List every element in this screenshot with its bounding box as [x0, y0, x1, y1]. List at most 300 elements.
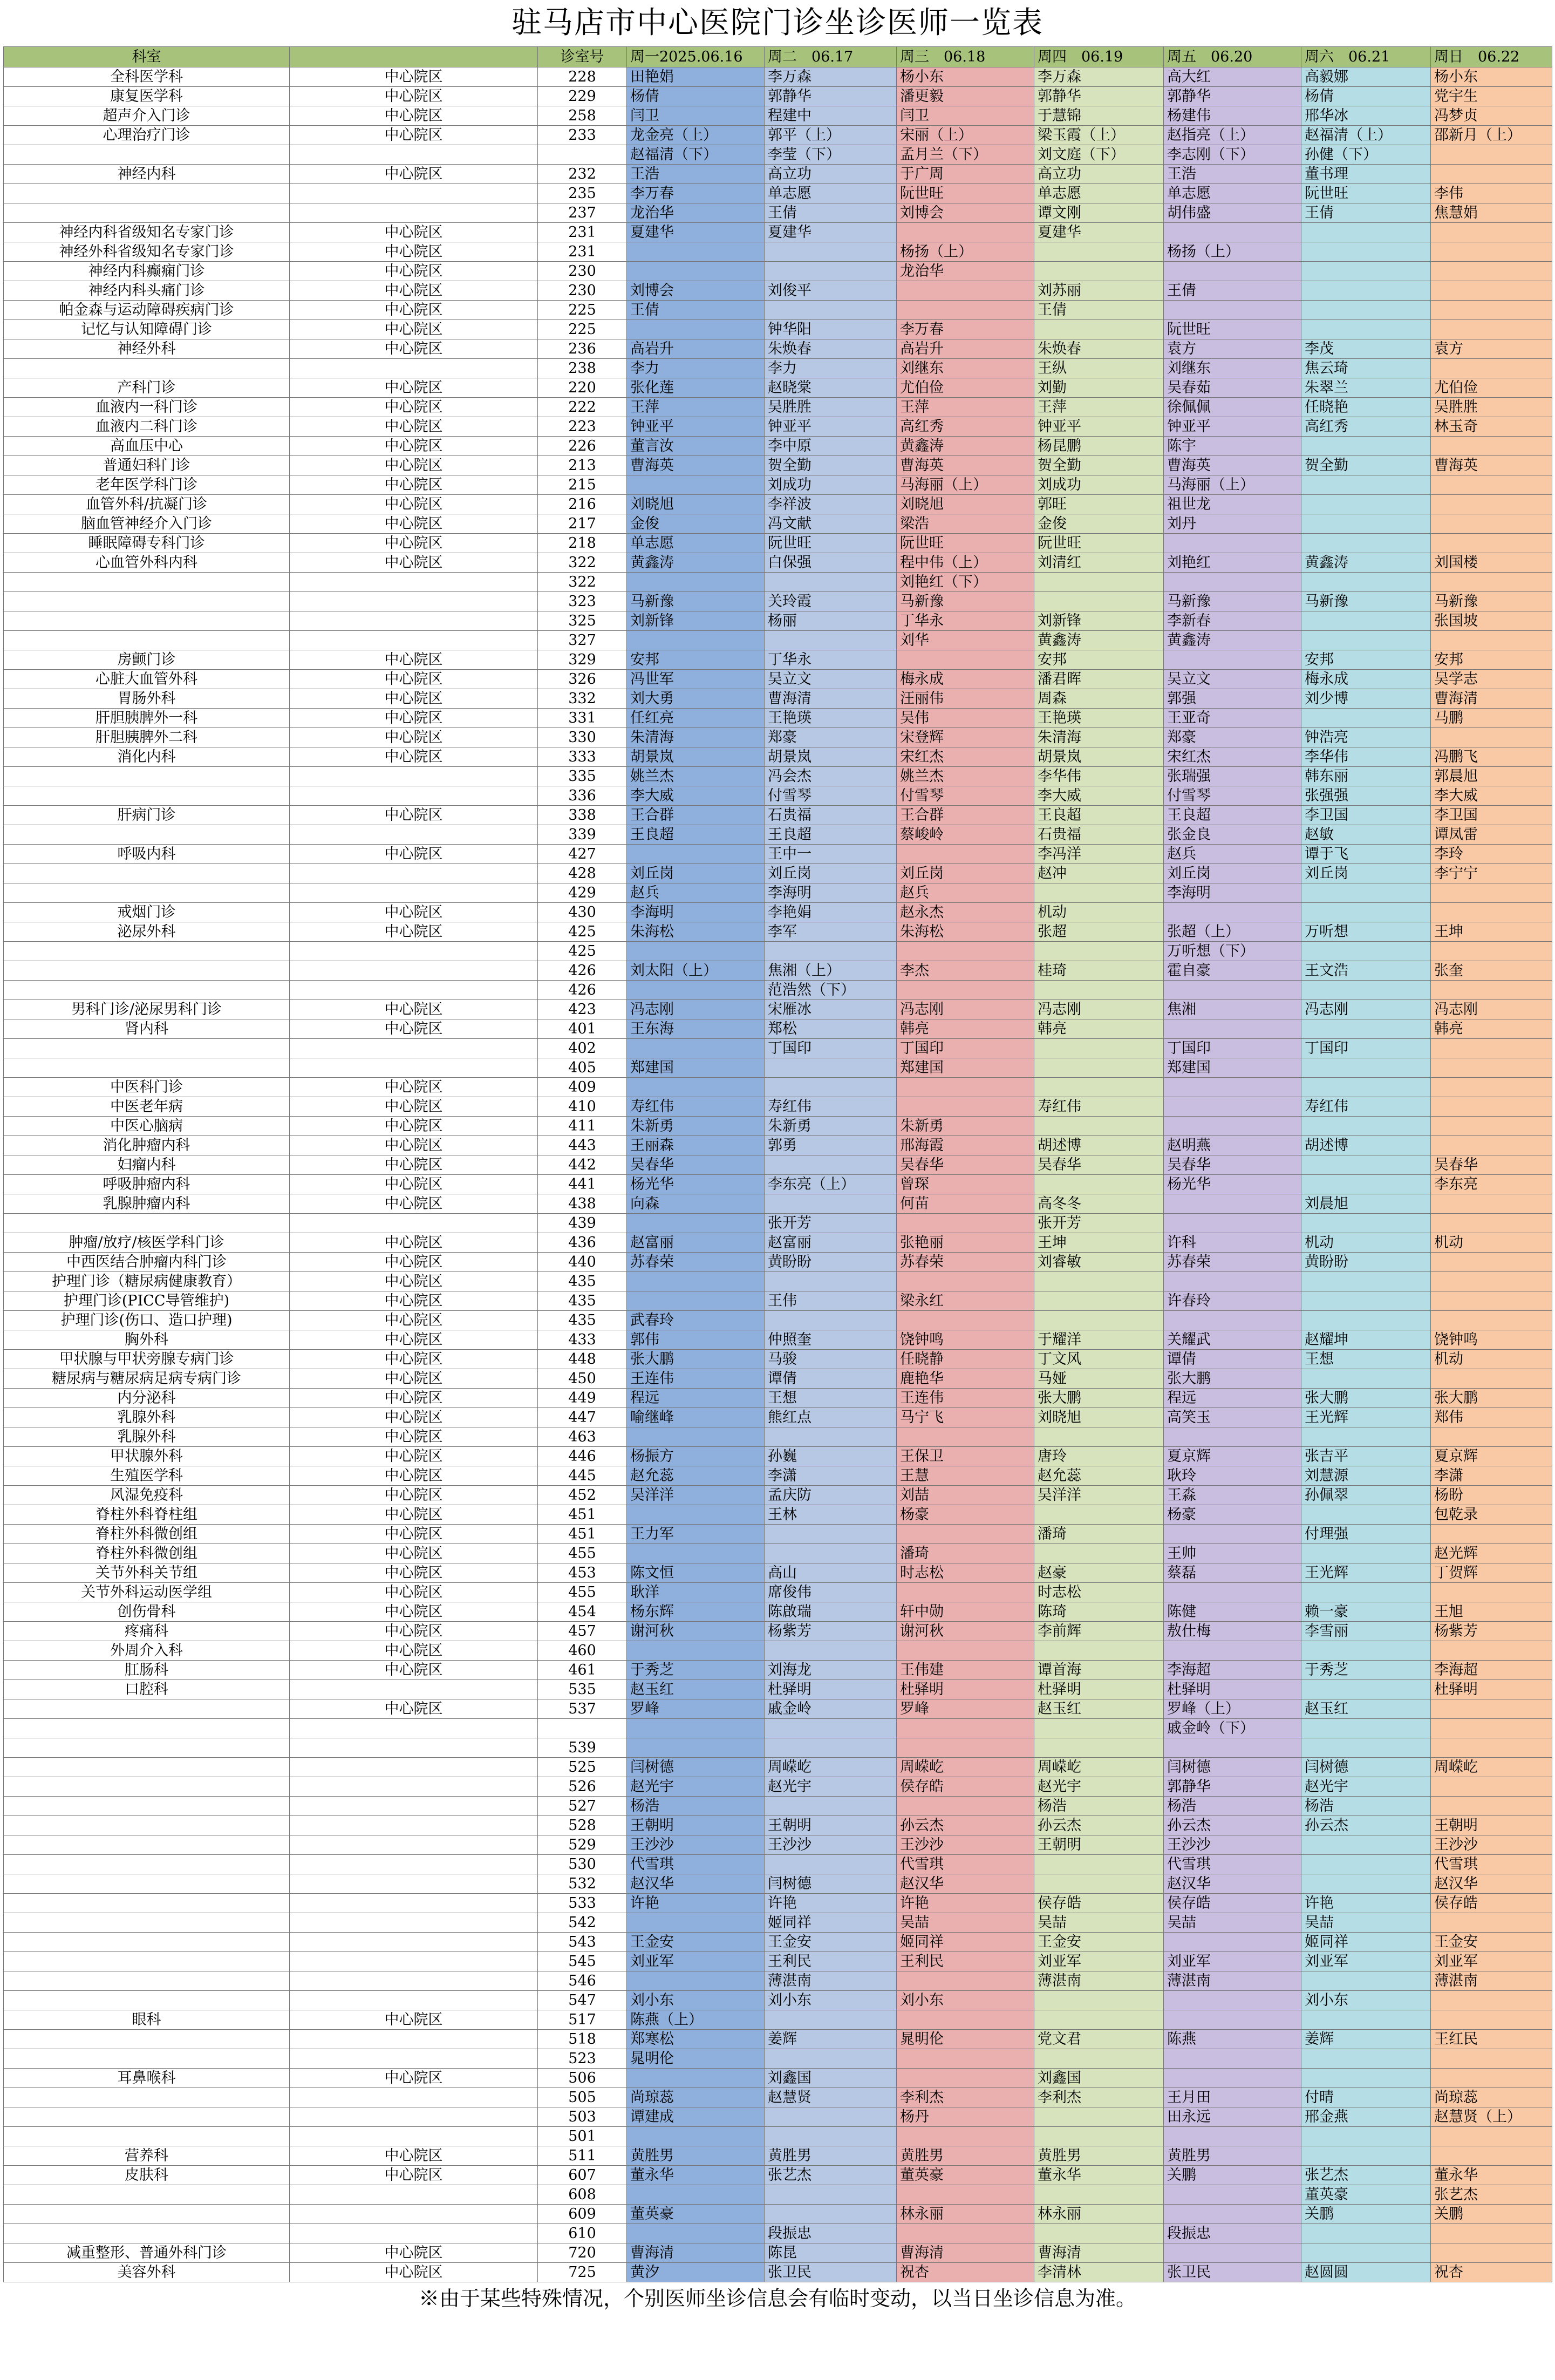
doctor-fri: 单志愿: [1164, 184, 1301, 203]
campus-cell: 中心院区: [290, 223, 538, 242]
table-row: [4, 2107, 1552, 2127]
doctor-thu: 李万森: [1034, 67, 1164, 87]
room-cell: 411: [538, 1117, 627, 1136]
table-row: [4, 689, 1552, 709]
doctor-sat: 许艳: [1301, 1894, 1431, 1913]
doctor-tue: 郑豪: [765, 728, 897, 747]
doctor-sat: [1301, 1291, 1431, 1311]
doctor-wed: [897, 1641, 1034, 1661]
room-cell: 539: [538, 1738, 627, 1758]
room-cell: 231: [538, 223, 627, 242]
doctor-mon: 刘大勇: [627, 689, 765, 709]
room-cell: 423: [538, 1000, 627, 1019]
doctor-mon: 夏建华: [627, 223, 765, 242]
doctor-tue: 付雪琴: [765, 786, 897, 806]
doctor-sat: [1301, 1019, 1431, 1039]
doctor-thu: [1034, 1291, 1164, 1311]
table-row: [4, 495, 1552, 514]
table-row: [4, 1855, 1552, 1874]
doctor-sat: [1301, 1369, 1431, 1389]
doctor-sat: 王光辉: [1301, 1408, 1431, 1427]
doctor-mon: 赵汉华: [627, 1874, 765, 1894]
doctor-thu: [1034, 1641, 1164, 1661]
doctor-mon: 程远: [627, 1389, 765, 1408]
doctor-sun: 王金安: [1431, 1933, 1552, 1952]
doctor-sun: 李潇: [1431, 1466, 1552, 1486]
doctor-fri: 刘继东: [1164, 359, 1301, 378]
header-day-thu: 周四 06.19: [1034, 47, 1164, 67]
doctor-sat: 丁国印: [1301, 1039, 1431, 1058]
doctor-mon: 朱海松: [627, 922, 765, 942]
doctor-fri: [1164, 1078, 1301, 1097]
department-cell: [4, 1797, 290, 1816]
doctor-sat: 谭于飞: [1301, 845, 1431, 864]
table-row: [4, 1758, 1552, 1777]
department-cell: 呼吸肿瘤内科: [4, 1175, 290, 1194]
campus-cell: 中心院区: [290, 1389, 538, 1408]
doctor-tue: 王伟: [765, 1291, 897, 1311]
campus-cell: 中心院区: [290, 437, 538, 456]
campus-cell: 中心院区: [290, 320, 538, 339]
doctor-sun: 代雪琪: [1431, 1855, 1552, 1874]
doctor-thu: 梁玉霞（上）: [1034, 126, 1164, 145]
doctor-fri: 蔡磊: [1164, 1563, 1301, 1583]
doctor-sun: 董永华: [1431, 2166, 1552, 2185]
campus-cell: 中心院区: [290, 1078, 538, 1097]
doctor-mon: 张大鹏: [627, 1350, 765, 1369]
doctor-tue: 钟华阳: [765, 320, 897, 339]
campus-cell: 中心院区: [290, 2010, 538, 2030]
doctor-fri: 赵汉华: [1164, 1874, 1301, 1894]
doctor-fri: 胡伟盛: [1164, 203, 1301, 223]
department-cell: 减重整形、普通外科门诊: [4, 2243, 290, 2263]
doctor-sun: 杨小东: [1431, 67, 1552, 87]
table-row: [4, 1214, 1552, 1233]
campus-cell: 中心院区: [290, 495, 538, 514]
doctor-sun: 赵慧贤（上）: [1431, 2107, 1552, 2127]
doctor-tue: 丁华永: [765, 650, 897, 670]
campus-cell: 中心院区: [290, 650, 538, 670]
doctor-sun: 曹海英: [1431, 456, 1552, 475]
doctor-mon: [627, 1971, 765, 1991]
department-cell: 神经内科头痛门诊: [4, 281, 290, 301]
doctor-tue: 范浩然（下）: [765, 981, 897, 1000]
doctor-wed: 任晓静: [897, 1350, 1034, 1369]
doctor-sun: [1431, 1272, 1552, 1291]
doctor-fri: 耿玲: [1164, 1466, 1301, 1486]
campus-cell: 中心院区: [290, 242, 538, 262]
department-cell: [4, 883, 290, 903]
department-cell: 中西医结合肿瘤内科门诊: [4, 1253, 290, 1272]
doctor-fri: [1164, 2010, 1301, 2030]
doctor-mon: 闫树德: [627, 1758, 765, 1777]
doctor-sun: [1431, 728, 1552, 747]
doctor-thu: [1034, 1719, 1164, 1738]
doctor-sun: [1431, 1797, 1552, 1816]
doctor-sat: 刘亚军: [1301, 1952, 1431, 1971]
doctor-thu: 张大鹏: [1034, 1389, 1164, 1408]
doctor-sun: [1431, 2224, 1552, 2243]
doctor-tue: 吴胜胜: [765, 398, 897, 417]
doctor-sat: 安邦: [1301, 650, 1431, 670]
room-cell: 409: [538, 1078, 627, 1097]
doctor-sat: 孙健（下）: [1301, 145, 1431, 165]
table-row: [4, 883, 1552, 903]
table-row: [4, 806, 1552, 825]
doctor-sat: [1301, 1583, 1431, 1602]
campus-cell: [290, 1797, 538, 1816]
doctor-fri: 高大红: [1164, 67, 1301, 87]
campus-cell: 中心院区: [290, 1427, 538, 1447]
doctor-wed: 黄胜男: [897, 2146, 1034, 2166]
doctor-wed: [897, 223, 1034, 242]
schedule-body: [4, 67, 1552, 2282]
campus-cell: 中心院区: [290, 1447, 538, 1466]
department-cell: [4, 1699, 290, 1719]
room-cell: 529: [538, 1835, 627, 1855]
doctor-wed: 王利民: [897, 1952, 1034, 1971]
doctor-sat: 赵圆圆: [1301, 2263, 1431, 2282]
doctor-sat: [1301, 534, 1431, 553]
doctor-wed: [897, 281, 1034, 301]
doctor-mon: 谭建成: [627, 2107, 765, 2127]
doctor-sun: 李伟: [1431, 184, 1552, 203]
room-cell: 542: [538, 1913, 627, 1933]
department-cell: [4, 767, 290, 786]
doctor-wed: 冯志刚: [897, 1000, 1034, 1019]
doctor-wed: 赵兵: [897, 883, 1034, 903]
doctor-fri: 杜驿明: [1164, 1680, 1301, 1699]
doctor-fri: 侯存皓: [1164, 1894, 1301, 1913]
doctor-tue: 孟庆防: [765, 1486, 897, 1505]
doctor-sun: 李宁宁: [1431, 864, 1552, 883]
table-row: [4, 262, 1552, 281]
table-row: [4, 961, 1552, 981]
table-row: [4, 1175, 1552, 1194]
doctor-tue: 仲照奎: [765, 1330, 897, 1350]
doctor-sat: 寿红伟: [1301, 1097, 1431, 1117]
doctor-thu: [1034, 1505, 1164, 1525]
doctor-mon: 罗峰: [627, 1699, 765, 1719]
doctor-fri: 吴春华: [1164, 1155, 1301, 1175]
department-cell: 老年医学科门诊: [4, 475, 290, 495]
doctor-fri: 关耀武: [1164, 1330, 1301, 1350]
table-row: [4, 592, 1552, 611]
department-cell: 男科门诊/泌尿男科门诊: [4, 1000, 290, 1019]
table-row: [4, 456, 1552, 475]
doctor-mon: 闫卫: [627, 106, 765, 126]
doctor-mon: 寿红伟: [627, 1097, 765, 1117]
room-cell: 441: [538, 1175, 627, 1194]
department-cell: [4, 1039, 290, 1058]
doctor-wed: 李万春: [897, 320, 1034, 339]
department-cell: [4, 1874, 290, 1894]
department-cell: [4, 1913, 290, 1933]
doctor-sun: [1431, 320, 1552, 339]
campus-cell: 中心院区: [290, 1155, 538, 1175]
table-row: [4, 2127, 1552, 2146]
doctor-wed: 马宁飞: [897, 1408, 1034, 1427]
doctor-fri: [1164, 2205, 1301, 2224]
doctor-fri: 丁国印: [1164, 1039, 1301, 1058]
doctor-sun: 周嵘屹: [1431, 1758, 1552, 1777]
doctor-sun: [1431, 534, 1552, 553]
doctor-mon: 王萍: [627, 398, 765, 417]
doctor-mon: 喻继峰: [627, 1408, 765, 1427]
doctor-wed: 王萍: [897, 398, 1034, 417]
campus-cell: 中心院区: [290, 670, 538, 689]
doctor-wed: 周嵘屹: [897, 1758, 1034, 1777]
doctor-wed: [897, 650, 1034, 670]
doctor-tue: 冯文献: [765, 514, 897, 534]
room-cell: 430: [538, 903, 627, 922]
doctor-sat: 孙云杰: [1301, 1816, 1431, 1835]
room-cell: 322: [538, 553, 627, 573]
doctor-mon: 冯世军: [627, 670, 765, 689]
doctor-mon: 杨振方: [627, 1447, 765, 1466]
doctor-thu: [1034, 1991, 1164, 2010]
doctor-thu: 刘晓旭: [1034, 1408, 1164, 1427]
doctor-thu: 王坤: [1034, 1233, 1164, 1253]
doctor-thu: 刘清红: [1034, 553, 1164, 573]
campus-cell: [290, 981, 538, 1000]
table-row: [4, 1039, 1552, 1058]
doctor-tue: 谭倩: [765, 1369, 897, 1389]
room-cell: 338: [538, 806, 627, 825]
doctor-wed: 时志松: [897, 1563, 1034, 1583]
doctor-sat: 刘少博: [1301, 689, 1431, 709]
room-cell: 435: [538, 1311, 627, 1330]
department-cell: 肝胆胰脾外二科: [4, 728, 290, 747]
campus-cell: [290, 203, 538, 223]
doctor-sat: 高红秀: [1301, 417, 1431, 437]
doctor-tue: 高山: [765, 1563, 897, 1583]
room-cell: 518: [538, 2030, 627, 2049]
doctor-sun: [1431, 475, 1552, 495]
doctor-fri: 孙云杰: [1164, 1816, 1301, 1835]
campus-cell: [290, 1738, 538, 1758]
department-cell: 血液内二科门诊: [4, 417, 290, 437]
room-cell: 402: [538, 1039, 627, 1058]
doctor-fri: 赵明燕: [1164, 1136, 1301, 1155]
table-row: [4, 417, 1552, 437]
table-row: [4, 1641, 1552, 1661]
doctor-tue: 关玲霞: [765, 592, 897, 611]
room-cell: 503: [538, 2107, 627, 2127]
campus-cell: 中心院区: [290, 1699, 538, 1719]
department-cell: [4, 1719, 290, 1738]
doctor-sun: [1431, 1253, 1552, 1272]
doctor-wed: [897, 1427, 1034, 1447]
table-row: [4, 1719, 1552, 1738]
doctor-thu: 吴喆: [1034, 1913, 1164, 1933]
doctor-mon: 刘新锋: [627, 611, 765, 631]
room-cell: 438: [538, 1194, 627, 1214]
doctor-sun: 包乾录: [1431, 1505, 1552, 1525]
table-row: [4, 553, 1552, 573]
department-cell: [4, 2049, 290, 2069]
department-cell: [4, 864, 290, 883]
table-row: [4, 1311, 1552, 1330]
table-row: [4, 2263, 1552, 2282]
doctor-sun: [1431, 1194, 1552, 1214]
doctor-sat: [1301, 281, 1431, 301]
doctor-thu: 党文君: [1034, 2030, 1164, 2049]
campus-cell: [290, 573, 538, 592]
campus-cell: 中心院区: [290, 1233, 538, 1253]
doctor-sun: 王朝明: [1431, 1816, 1552, 1835]
doctor-wed: 付雪琴: [897, 786, 1034, 806]
doctor-fri: 刘丘岗: [1164, 864, 1301, 883]
department-cell: 脑血管神经介入门诊: [4, 514, 290, 534]
doctor-wed: 刘博会: [897, 203, 1034, 223]
doctor-sat: [1301, 1544, 1431, 1563]
campus-cell: 中心院区: [290, 1369, 538, 1389]
doctor-wed: 丁国印: [897, 1039, 1034, 1058]
doctor-tue: [765, 1855, 897, 1874]
doctor-tue: [765, 1719, 897, 1738]
campus-cell: 中心院区: [290, 553, 538, 573]
doctor-wed: 王连伟: [897, 1389, 1034, 1408]
room-cell: 218: [538, 534, 627, 553]
table-row: [4, 631, 1552, 650]
doctor-sat: 赵光宇: [1301, 1777, 1431, 1797]
doctor-sun: 王红民: [1431, 2030, 1552, 2049]
room-cell: 339: [538, 825, 627, 845]
department-cell: 生殖医学科: [4, 1466, 290, 1486]
doctor-mon: 胡景岚: [627, 747, 765, 767]
table-row: [4, 2088, 1552, 2107]
campus-cell: [290, 2107, 538, 2127]
department-cell: 乳腺外科: [4, 1408, 290, 1427]
header-room: 诊室号: [538, 47, 627, 67]
doctor-fri: 张金良: [1164, 825, 1301, 845]
doctor-mon: 武春玲: [627, 1311, 765, 1330]
doctor-mon: 刘丘岗: [627, 864, 765, 883]
doctor-wed: 马海丽（上）: [897, 475, 1034, 495]
department-cell: 护理门诊(PICC导管维护): [4, 1291, 290, 1311]
room-cell: 326: [538, 670, 627, 689]
doctor-sun: [1431, 1427, 1552, 1447]
doctor-sat: [1301, 1427, 1431, 1447]
table-row: [4, 767, 1552, 786]
doctor-thu: 董永华: [1034, 2166, 1164, 2185]
doctor-fri: [1164, 1991, 1301, 2010]
doctor-wed: [897, 942, 1034, 961]
doctor-thu: [1034, 1117, 1164, 1136]
table-row: [4, 1563, 1552, 1583]
doctor-mon: 王金安: [627, 1933, 765, 1952]
room-cell: 226: [538, 437, 627, 456]
doctor-fri: [1164, 650, 1301, 670]
room-cell: 453: [538, 1563, 627, 1583]
doctor-sun: 吴春华: [1431, 1155, 1552, 1175]
campus-cell: 中心院区: [290, 456, 538, 475]
campus-cell: [290, 1758, 538, 1777]
doctor-tue: 戚金岭: [765, 1699, 897, 1719]
doctor-tue: 黄盼盼: [765, 1253, 897, 1272]
room-cell: 433: [538, 1330, 627, 1350]
doctor-tue: 李东亮（上）: [765, 1175, 897, 1194]
doctor-sun: [1431, 1699, 1552, 1719]
doctor-mon: 董言汝: [627, 437, 765, 456]
doctor-mon: 李力: [627, 359, 765, 378]
department-cell: 皮肤科: [4, 2166, 290, 2185]
department-cell: 脊柱外科微创组: [4, 1525, 290, 1544]
doctor-fri: [1164, 981, 1301, 1000]
department-cell: [4, 1214, 290, 1233]
doctor-wed: 祝杏: [897, 2263, 1034, 2282]
room-cell: 528: [538, 1816, 627, 1835]
department-cell: 脊柱外科脊柱组: [4, 1505, 290, 1525]
header-day-fri: 周五 06.20: [1164, 47, 1301, 67]
doctor-sun: [1431, 1991, 1552, 2010]
table-row: [4, 1078, 1552, 1097]
campus-cell: 中心院区: [290, 1486, 538, 1505]
table-row: [4, 145, 1552, 165]
doctor-thu: 黄胜男: [1034, 2146, 1164, 2166]
doctor-sat: 张艺杰: [1301, 2166, 1431, 2185]
doctor-sat: [1301, 495, 1431, 514]
room-cell: 233: [538, 126, 627, 145]
department-cell: [4, 2224, 290, 2243]
doctor-wed: 杨丹: [897, 2107, 1034, 2127]
campus-cell: 中心院区: [290, 1350, 538, 1369]
doctor-tue: 贺全勤: [765, 456, 897, 475]
doctor-wed: 鹿艳华: [897, 1369, 1034, 1389]
doctor-tue: 李力: [765, 359, 897, 378]
doctor-sun: 杨盼: [1431, 1486, 1552, 1505]
doctor-fri: [1164, 903, 1301, 922]
campus-cell: 中心院区: [290, 709, 538, 728]
doctor-thu: [1034, 1175, 1164, 1194]
doctor-thu: 机动: [1034, 903, 1164, 922]
campus-cell: 中心院区: [290, 1194, 538, 1214]
doctor-sun: [1431, 981, 1552, 1000]
table-row: [4, 1466, 1552, 1486]
doctor-thu: 王萍: [1034, 398, 1164, 417]
doctor-mon: 王良超: [627, 825, 765, 845]
doctor-sun: [1431, 359, 1552, 378]
doctor-tue: [765, 1155, 897, 1175]
department-cell: 肛肠科: [4, 1661, 290, 1680]
doctor-mon: [627, 942, 765, 961]
campus-cell: 中心院区: [290, 1544, 538, 1563]
table-row: [4, 1019, 1552, 1039]
doctor-thu: 贺全勤: [1034, 456, 1164, 475]
doctor-sun: [1431, 2243, 1552, 2263]
doctor-tue: [765, 2205, 897, 2224]
doctor-tue: 李军: [765, 922, 897, 942]
doctor-sun: 安邦: [1431, 650, 1552, 670]
campus-cell: 中心院区: [290, 903, 538, 922]
doctor-tue: 冯会杰: [765, 767, 897, 786]
doctor-mon: 龙治华: [627, 203, 765, 223]
department-cell: [4, 359, 290, 378]
header-campus: [290, 47, 538, 67]
doctor-thu: 周嵘屹: [1034, 1758, 1164, 1777]
doctor-mon: [627, 320, 765, 339]
doctor-sun: 赵汉华: [1431, 1874, 1552, 1894]
doctor-fri: 郑建国: [1164, 1058, 1301, 1078]
doctor-thu: 李利杰: [1034, 2088, 1164, 2107]
doctor-mon: 姚兰杰: [627, 767, 765, 786]
department-cell: 耳鼻喉科: [4, 2069, 290, 2088]
table-row: [4, 1350, 1552, 1369]
doctor-tue: 赵晓棠: [765, 378, 897, 398]
department-cell: 房颤门诊: [4, 650, 290, 670]
doctor-tue: [765, 1194, 897, 1214]
